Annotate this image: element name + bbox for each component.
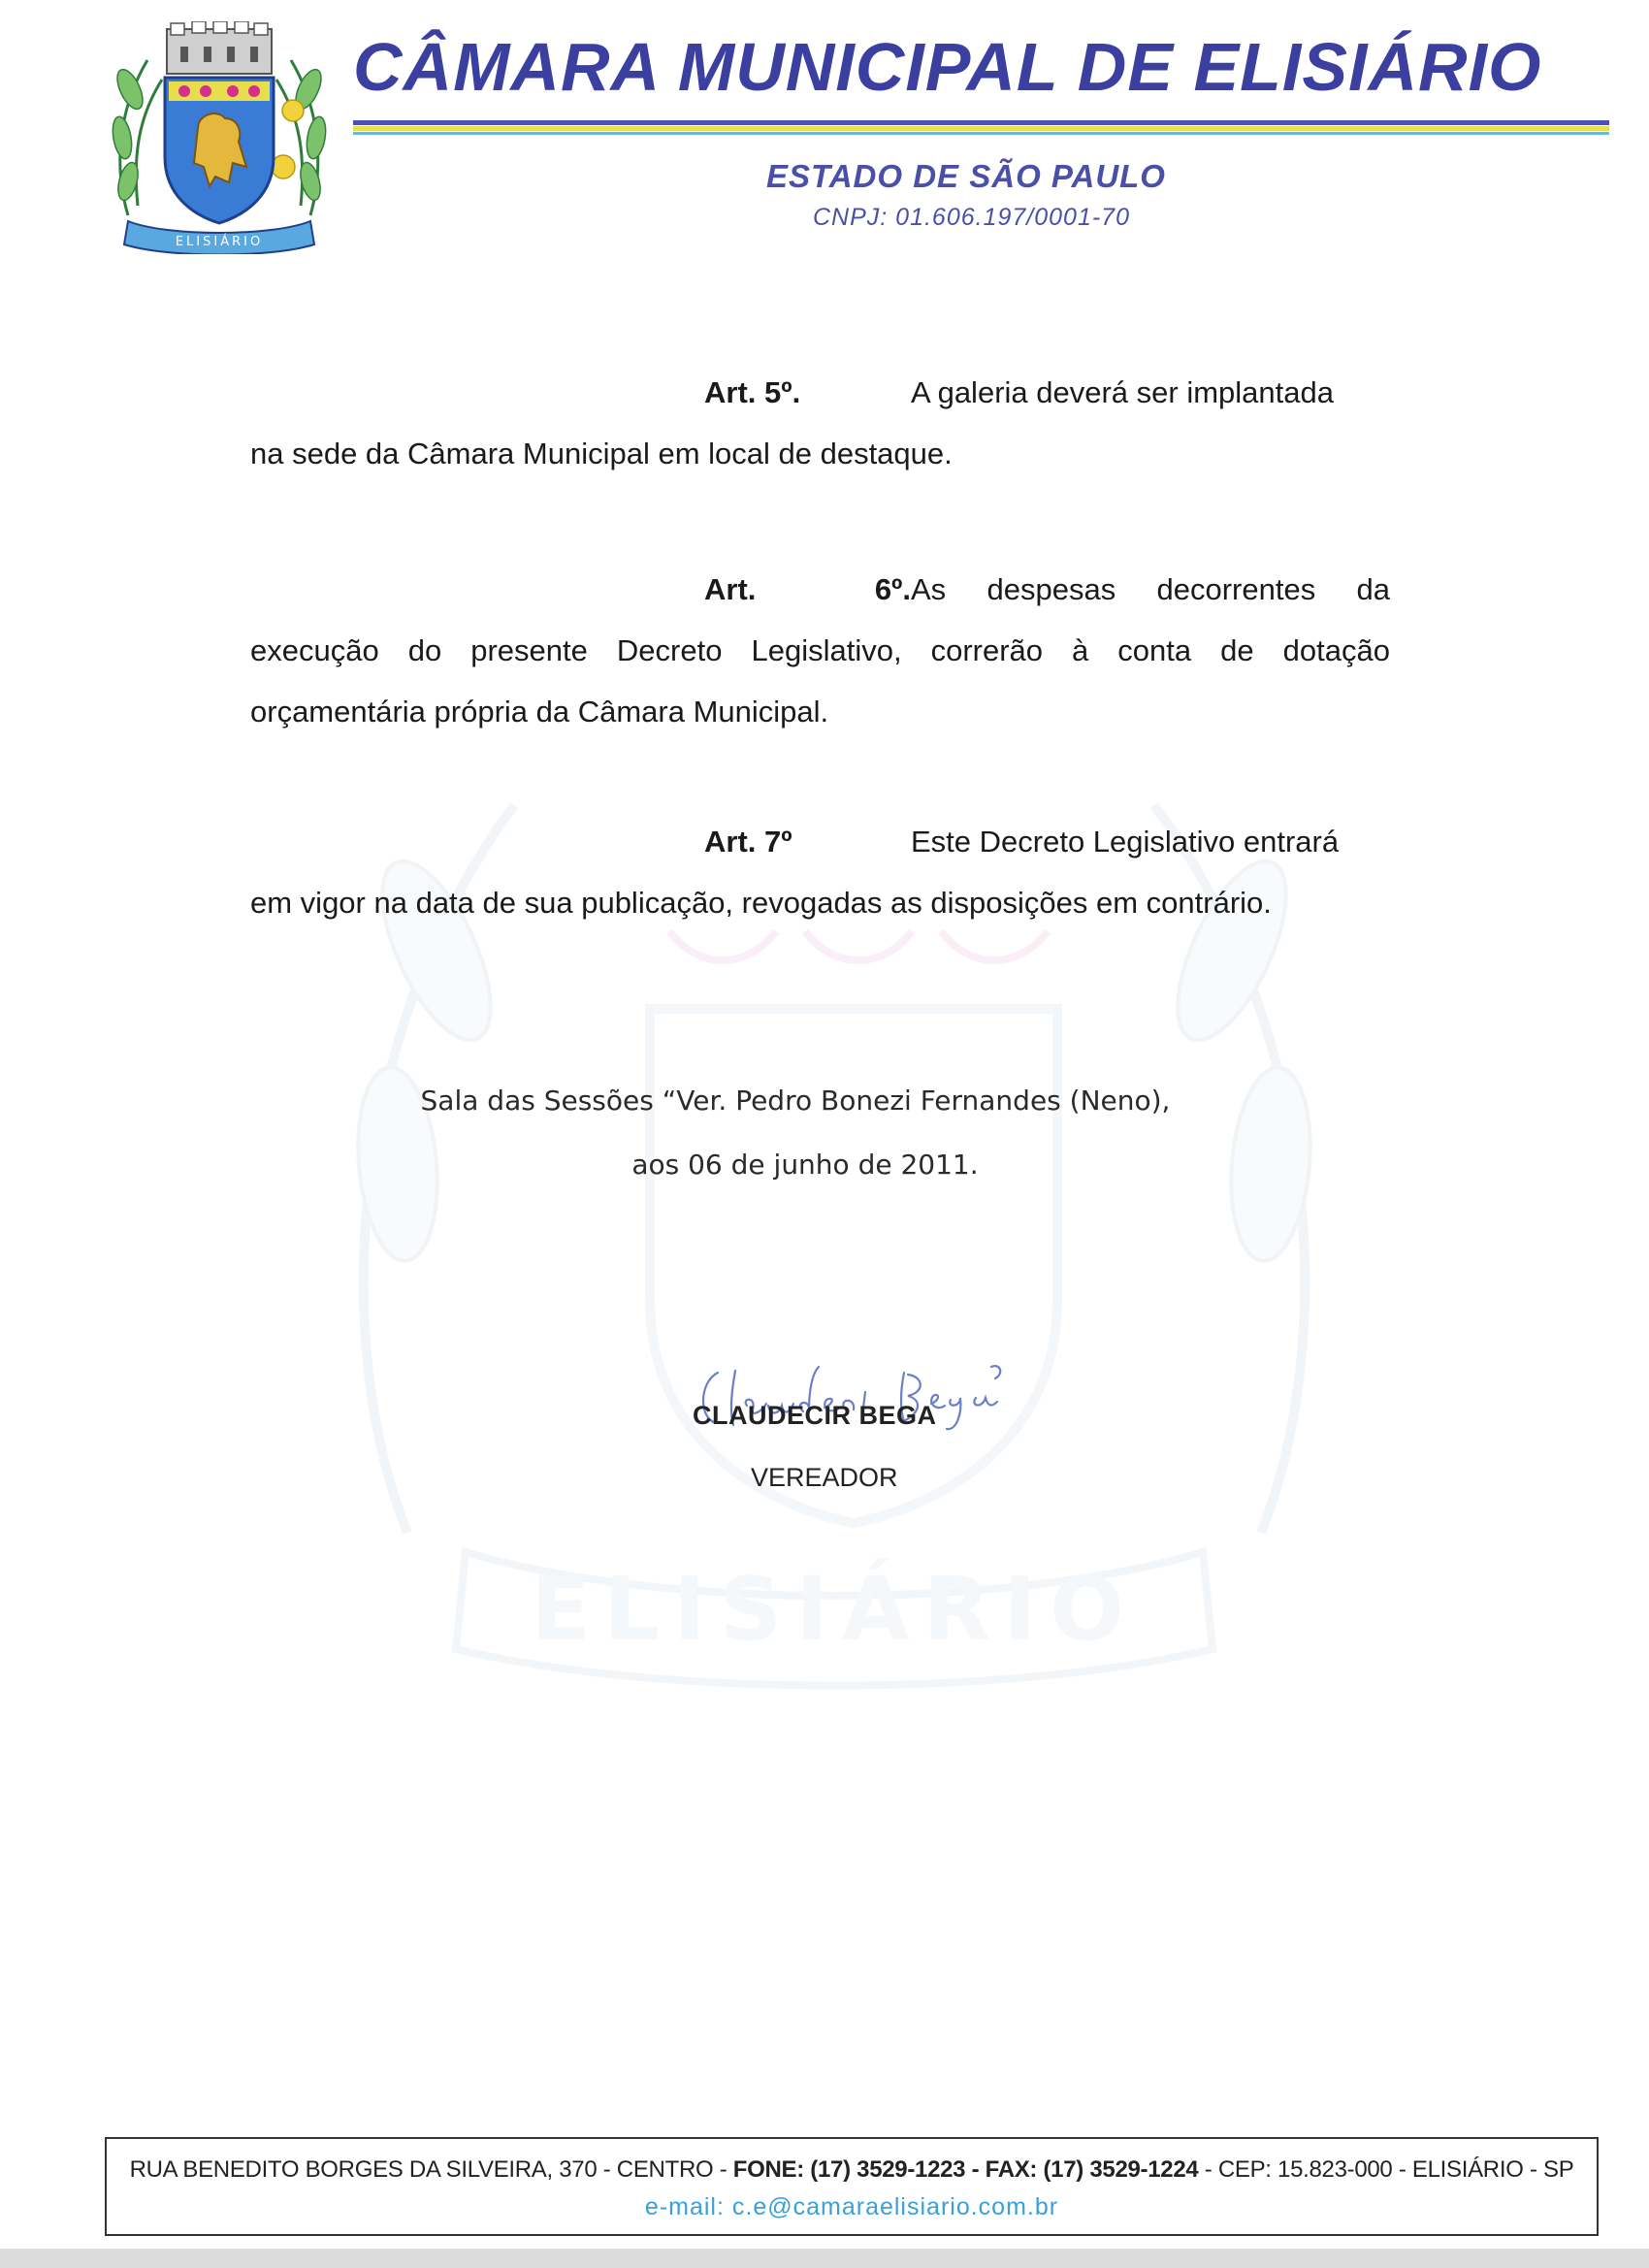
footer-address-line [107, 2156, 1597, 2184]
article-6 [250, 559, 1390, 742]
article-6-rest-line2: orçamentária própria da Câmara Municipal. [250, 695, 829, 729]
header-rule-light-blue [353, 132, 1609, 135]
signer-role: VEREADOR [751, 1463, 898, 1492]
footer-box [105, 2137, 1599, 2236]
article-6-rest-line1: execução do presente Decreto Legislativo, correrão à conta de dotação [250, 633, 1390, 667]
article-7-rest: em vigor na data de sua publicação, revogadas as disposições em contrário. [250, 886, 1272, 920]
scan-bottom-strip [0, 2249, 1649, 2268]
article-5-rest: na sede da Câmara Municipal em local de destaque. [250, 437, 953, 470]
watermark-text: ELISIÁRIO [531, 1559, 1138, 1661]
header-rule-blue [353, 120, 1609, 125]
closing-date-line: aos 06 de junho de 2011. [631, 1149, 979, 1181]
signer-name: CLAUDECIR BEGA [693, 1401, 937, 1430]
article-7-lead: Este Decreto Legislativo entrará [911, 825, 1340, 859]
footer-email[interactable]: e-mail: c.e@camaraelisiario.com.br [644, 2193, 1059, 2220]
article-5-number: Art. 5º. [704, 375, 801, 409]
header-rule-yellow [353, 126, 1609, 131]
article-5 [250, 362, 1390, 484]
article-7-number: Art. 7º [704, 825, 792, 859]
header-state: ESTADO DE SÃO PAULO [766, 158, 1166, 194]
footer-address: RUA BENEDITO BORGES DA SILVEIRA, 370 - CENTRO - [129, 2156, 733, 2183]
article-7 [250, 811, 1390, 933]
crest-label-text: ELISIÁRIO [175, 235, 264, 249]
article-6-lead: As despesas decorrentes da [911, 572, 1390, 606]
header-cnpj: CNPJ: 01.606.197/0001-70 [813, 204, 1130, 231]
coat-of-arms-logo [109, 21, 330, 254]
article-6-number: Art. 6º. [704, 572, 911, 606]
header-title: CÂMARA MUNICIPAL DE ELISIÁRIO [353, 29, 1542, 105]
footer-phone-fax: FONE: (17) 3529-1223 - FAX: (17) 3529-1224 [732, 2156, 1199, 2183]
closing-session-line: Sala das Sessões “Ver. Pedro Bonezi Fernandes (Neno), [420, 1085, 1171, 1117]
article-5-lead: A galeria deverá ser implantada [911, 375, 1334, 409]
footer-cep: - CEP: 15.823-000 - ELISIÁRIO - SP [1198, 2156, 1574, 2183]
